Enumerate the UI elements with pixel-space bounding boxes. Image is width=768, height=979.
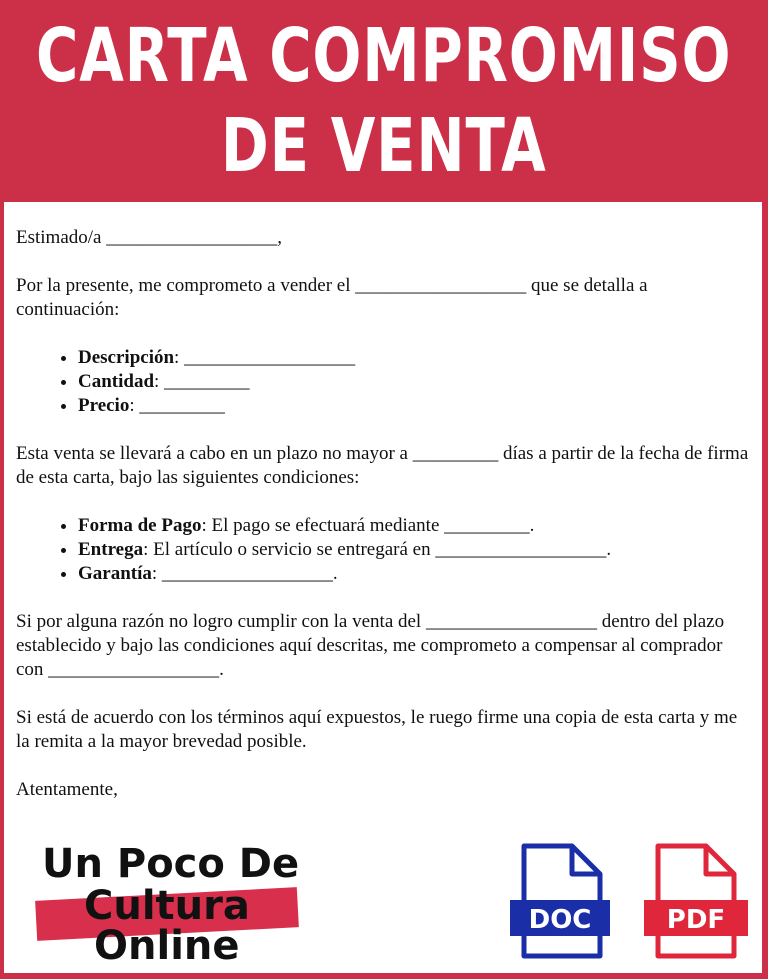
letter-paragraph-2: Esta venta se llevará a cabo en un plazo no mayor a _________ días a partir de la fecha de firma de esta carta, bajo las siguientes condiciones: — [16, 443, 749, 488]
list-item — [78, 370, 750, 394]
letter-closing: Atentamente, — [16, 779, 118, 800]
letter-document — [4, 202, 762, 973]
list-item — [78, 514, 750, 538]
brand-logo — [32, 842, 332, 967]
list-item — [78, 562, 750, 586]
letter-greeting: Estimado/a __________________, — [16, 227, 282, 248]
pdf-download-icon[interactable] — [644, 842, 748, 960]
list-item-label: Cantidad — [78, 371, 155, 392]
list-item-value: : _________ — [129, 395, 225, 416]
list-item-value: : __________________ — [174, 347, 356, 368]
list-item-label: Forma de Pago — [78, 515, 202, 536]
conditions-list — [16, 514, 750, 586]
list-item-label: Entrega — [78, 539, 144, 560]
list-item-value: : El pago se efectuará mediante _________. — [201, 515, 535, 536]
doc-download-icon[interactable] — [510, 842, 610, 960]
brand-text-line-2: Cultura — [84, 883, 250, 929]
list-item-label: Precio — [78, 395, 130, 416]
list-item-label: Garantía — [78, 563, 152, 584]
list-item-label: Descripción — [78, 347, 175, 368]
header-title-line-1: CARTA COMPROMISO — [36, 13, 732, 99]
pdf-label: PDF — [666, 905, 726, 935]
list-item — [78, 394, 750, 418]
letter-paragraph-3: Si por alguna razón no logro cumplir con la venta del __________________ dentro del plazo establecido y bajo las condiciones aquí descritas, me comprometo a compensar al comprador con __________________. — [16, 611, 725, 680]
brand-text-line-3: Online — [94, 923, 240, 969]
list-item — [78, 538, 750, 562]
list-item-value: : _________ — [154, 371, 250, 392]
list-item — [78, 346, 750, 370]
letter-paragraph-1: Por la presente, me comprometo a vender el __________________ que se detalla a continuación: — [16, 275, 648, 320]
list-item-value: : __________________. — [151, 563, 338, 584]
letter-paragraph-4: Si está de acuerdo con los términos aquí expuestos, le ruego firme una copia de esta carta y me la remita a la mayor brevedad posible. — [16, 707, 738, 752]
product-details-list — [16, 346, 750, 418]
page-header — [0, 0, 768, 202]
list-item-value: : El artículo o servicio se entregará en __________________. — [143, 539, 612, 560]
doc-label: DOC — [528, 905, 592, 935]
header-title-line-2: DE VENTA — [221, 103, 547, 189]
brand-text-line-1: Un Poco De — [42, 841, 300, 887]
